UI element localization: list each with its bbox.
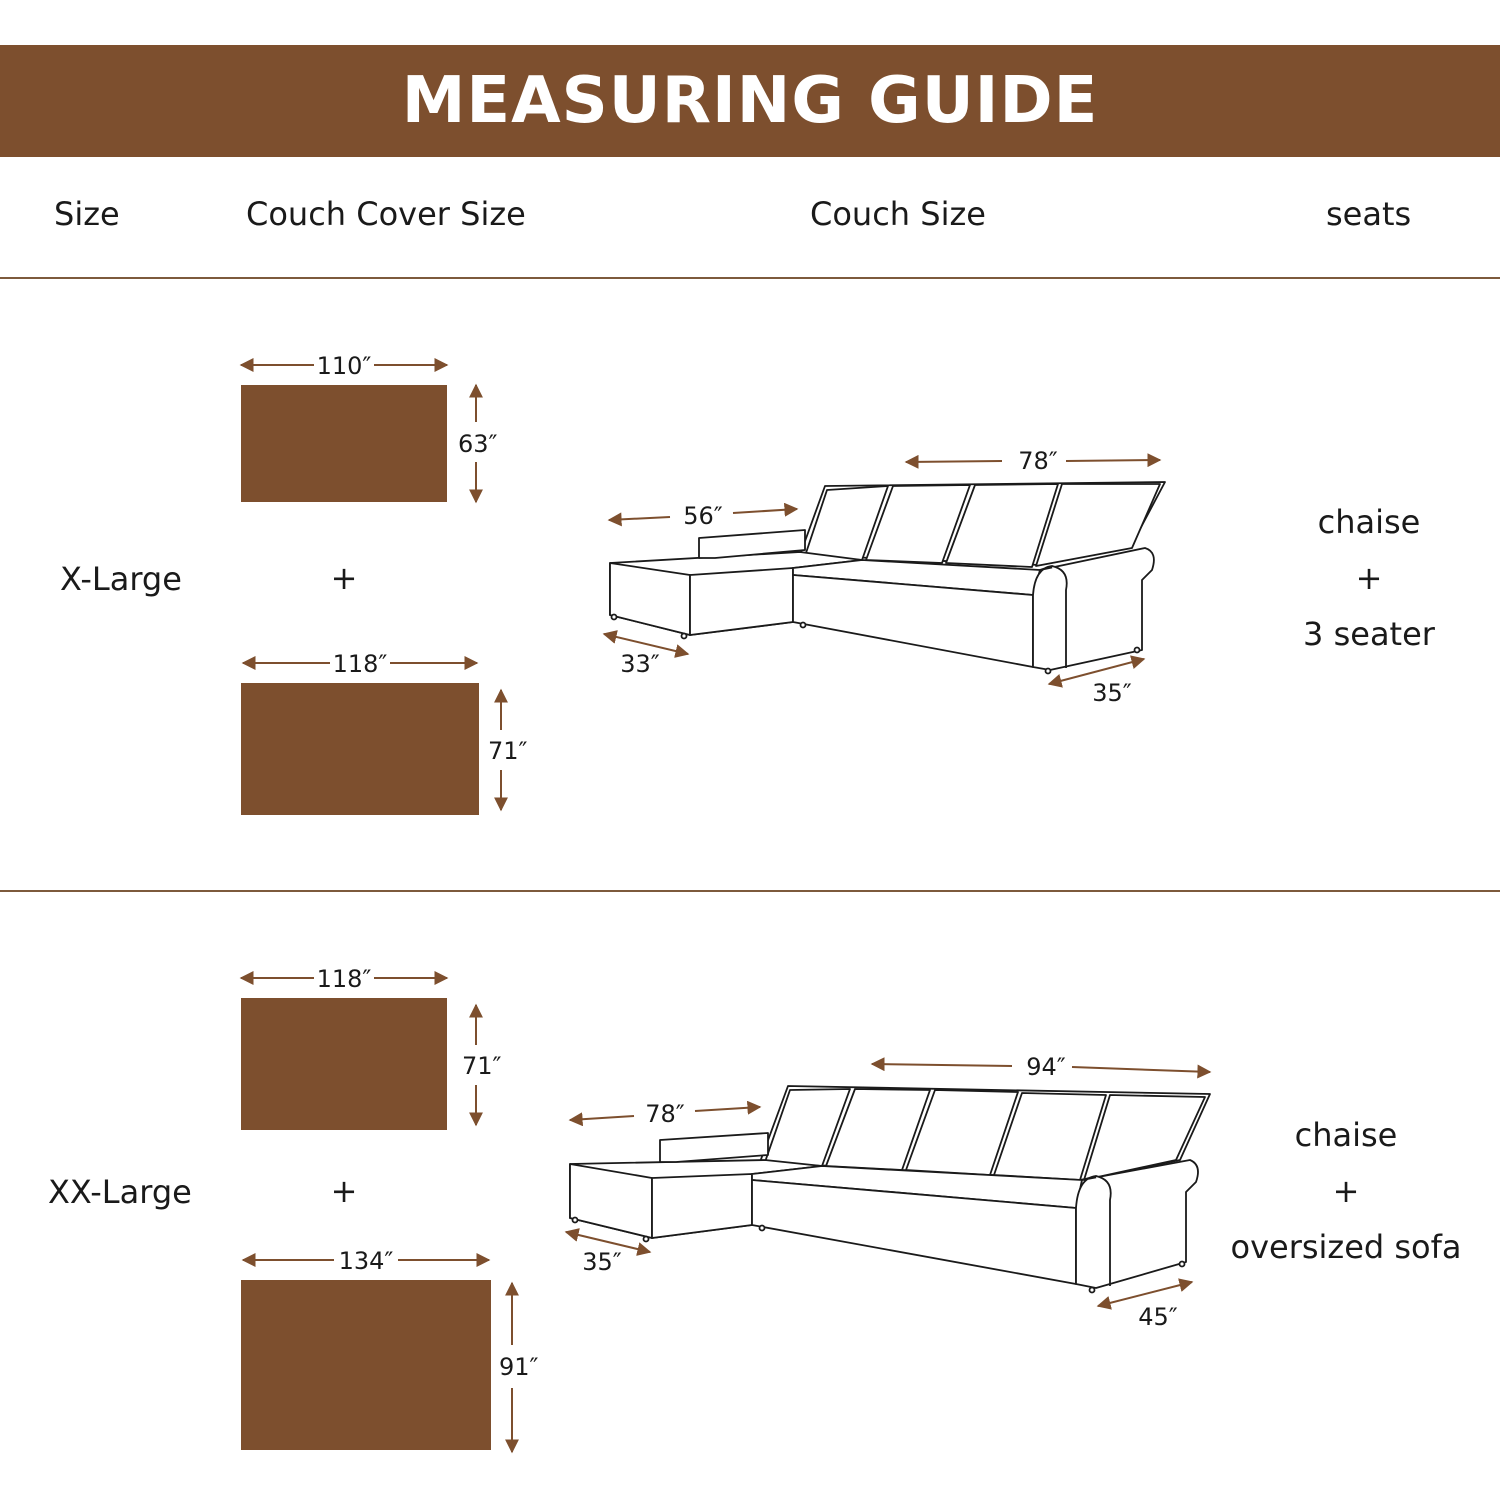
dim-arrow [906, 461, 1002, 462]
dim-arrow [733, 509, 797, 513]
dim-arrow [1066, 460, 1160, 461]
cover-bottom-height: 91″ [499, 1353, 539, 1381]
couch-back-width: 94″ [1026, 1053, 1066, 1081]
header-seats: seats [1326, 195, 1412, 233]
dim-arrow [570, 1116, 634, 1120]
couch-depth: 35″ [1092, 679, 1132, 707]
size-label-xx-large: XX-Large [48, 1173, 192, 1211]
cover-bottom-width: 134″ [338, 1247, 394, 1275]
seats-line-3: 3 seater [1303, 615, 1435, 653]
seats-line-2: + [1355, 559, 1383, 597]
cover-top-height: 71″ [462, 1052, 502, 1080]
seats-line-1: chaise [1317, 503, 1421, 541]
seats-line-1: chaise [1294, 1116, 1398, 1154]
dim-arrow [695, 1107, 760, 1111]
cover-top-width: 118″ [316, 965, 372, 993]
couch-depth: 45″ [1138, 1303, 1178, 1331]
couch-back-width: 78″ [1018, 447, 1058, 475]
header-cover-size: Couch Cover Size [246, 195, 526, 233]
plus-sign: + [330, 559, 358, 597]
dim-arrow [1072, 1067, 1210, 1072]
chaise-depth: 33″ [620, 650, 660, 678]
chaise-length: 78″ [645, 1100, 685, 1128]
plus-sign: + [330, 1172, 358, 1210]
cover-panel-bottom [241, 1280, 491, 1450]
cover-top-width: 110″ [316, 352, 372, 380]
cover-bottom-width: 118″ [332, 650, 388, 678]
cover-panel-bottom [241, 683, 479, 815]
dim-arrow [872, 1064, 1012, 1066]
chaise-depth: 35″ [582, 1248, 622, 1276]
cover-panel-top [241, 998, 447, 1130]
header-size: Size [54, 195, 120, 233]
page-title: MEASURING GUIDE [401, 64, 1099, 138]
cover-top-height: 63″ [458, 430, 498, 458]
cover-panel-top [241, 385, 447, 502]
dim-arrow [609, 517, 670, 520]
cover-bottom-height: 71″ [488, 737, 528, 765]
size-label-x-large: X-Large [60, 560, 182, 598]
seats-line-2: + [1332, 1172, 1360, 1210]
header-couch-size: Couch Size [810, 195, 986, 233]
seats-line-3: oversized sofa [1230, 1228, 1462, 1266]
chaise-length: 56″ [683, 502, 723, 530]
